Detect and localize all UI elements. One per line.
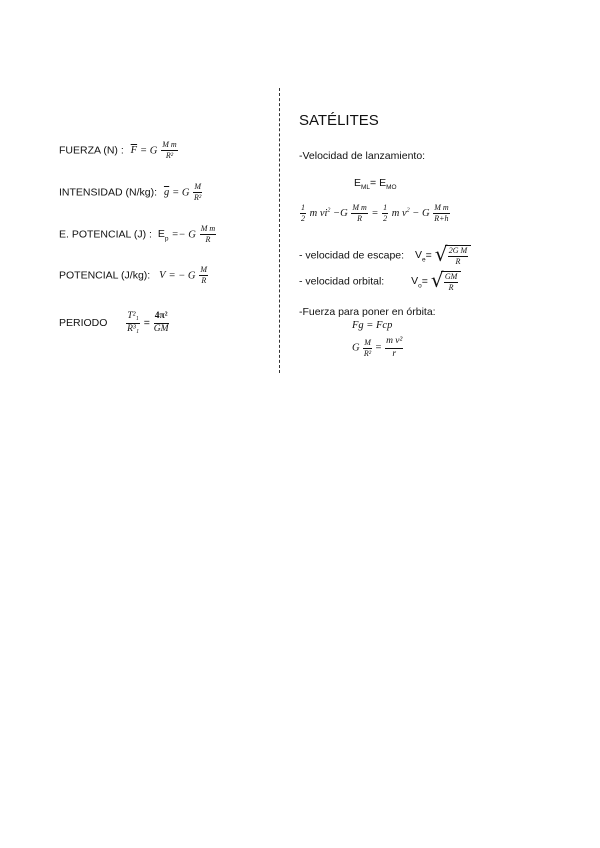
intensidad-eq: = G <box>172 187 190 199</box>
epotencial-fraction: $\frac{\text{M m}}{R}$ <box>200 224 216 244</box>
lanzamiento-frac-4: $\frac{\text{M m}}{R+h}$ <box>434 203 449 223</box>
fuerza-var: $\overline{F}$ <box>130 145 138 157</box>
sqrt-symbol-orbital: √ $\frac{GM}{R}$ <box>431 271 461 292</box>
epotencial-eq: =− G <box>171 229 196 241</box>
epotencial-label: E. POTENCIAL (J) : <box>59 228 152 241</box>
lanzamiento-label: -Velocidad de lanzamiento: <box>299 150 426 162</box>
periodo-eq: = <box>143 316 150 329</box>
periodo-lhs-fraction: $\frac{\text{T²₁}}{\text{R³₁}}$ <box>127 311 140 334</box>
epotencial-row <box>59 225 217 244</box>
periodo-label: PERIODO <box>59 316 108 329</box>
epotencial-sub: p <box>164 235 169 243</box>
fuerza-fraction: $\frac{\text{M m}}{\text{R²}}$ <box>162 140 177 160</box>
periodo-row <box>59 312 170 334</box>
fuerza-orbita-eq: Fg = Fcp <box>352 320 393 331</box>
intensidad-label: INTENSIDAD (N/kg): <box>59 186 158 199</box>
orbital-row: - velocidad orbital: $V_o=$ √ $\frac{GM}{R}$ <box>299 271 461 292</box>
satelites-title: SATÉLITES <box>299 112 379 129</box>
potencial-label: POTENCIAL (J/kg): <box>59 269 151 282</box>
fuerza-eq: = G <box>140 145 158 157</box>
escape-row: - velocidad de escape: $V_e=$ √ $\frac{\text{2G M}}{R}$ <box>299 245 471 266</box>
potencial-var: V <box>159 270 166 282</box>
lanzamiento-eq: $\frac{1}{2}$ m $vi^2 -G$ $\frac{\text{M m}}{R}$ = $\frac{1}{2}$ m $v^2 - G$ $\frac{\text{M m}}{R+h}$ <box>301 203 449 223</box>
lanzamiento-frac-3: $\frac{1}{2}$ <box>383 203 388 223</box>
intensidad-row <box>59 183 203 202</box>
column-divider <box>279 88 280 373</box>
potencial-fraction: $\frac{M}{R}$ <box>200 265 208 285</box>
periodo-rhs-fraction: $\frac{\text{4π²}}{GM}$ <box>153 311 169 334</box>
escape-label: - velocidad de escape: <box>299 249 405 262</box>
fuerza-orbita-label: -Fuerza para poner en órbita: <box>299 306 436 318</box>
potencial-eq: = − G <box>168 270 196 282</box>
lanzamiento-frac-2: $\frac{\text{M m}}{R}$ <box>352 203 367 223</box>
potencial-row <box>59 266 209 285</box>
energia-eq: $E_{ML}= E_{MO}$ <box>354 177 397 192</box>
fuerza-orbita-eq2: G $\frac{M}{\text{R²}}$ = $\frac{\text{m v²}}{r}$ <box>352 336 403 359</box>
lanzamiento-frac-1: $\frac{1}{2}$ <box>301 203 305 223</box>
fuerza-label: FUERZA (N) : <box>59 144 124 157</box>
sqrt-symbol-escape: √ $\frac{\text{2G M}}{R}$ <box>435 245 471 266</box>
intensidad-fraction: $\frac{M}{\text{R²}}$ <box>194 182 202 202</box>
fuerza-row <box>59 141 179 160</box>
intensidad-var: $\overline{g}$ <box>163 187 170 199</box>
epotencial-var: E <box>157 228 165 241</box>
orbital-label: - velocidad orbital: <box>299 275 385 288</box>
